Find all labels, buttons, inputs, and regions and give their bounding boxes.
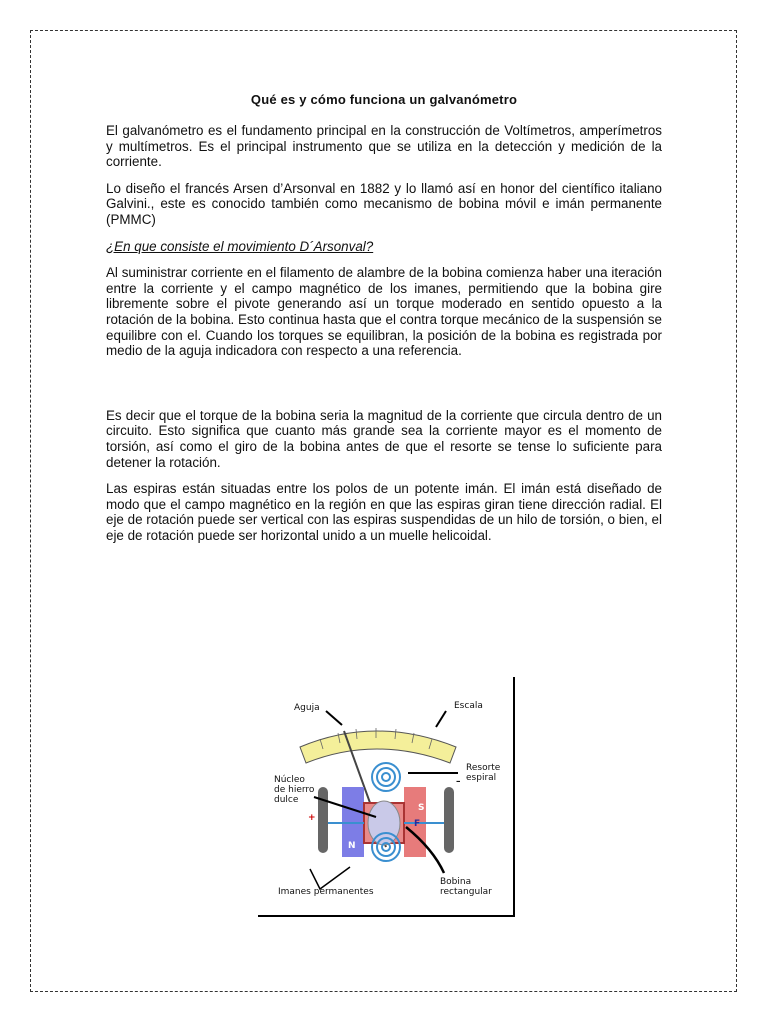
- label-imanes: Imanes permanentes: [278, 887, 374, 897]
- aguja-leader: [326, 711, 342, 725]
- page-title: Qué es y cómo funciona un galvanómetro: [250, 92, 518, 107]
- escala-leader: [436, 711, 446, 727]
- label-bobina: Bobina rectangular: [440, 877, 492, 897]
- document-body: [106, 92, 662, 554]
- paragraph-coils: Las espiras están situadas entre los polos de un potente imán. El imán está diseñado de modo que el campo magnético en la región en que las espiras giran tiene dirección radial. El eje de rotación puede ser vertical con las espiras suspendidas de un hilo de torsión, o bien, el eje de rotación puede ser horizontal unido a un muelle helicoidal.: [106, 481, 662, 543]
- spacer: [106, 370, 662, 408]
- figure-frame-right: [513, 677, 515, 917]
- paragraph-mechanism: Al suministrar corriente en el filamento de alambre de la bobina comienza haber una iteración entre la corriente y el campo magnético de los imanes, permitiendo que la bobina gire libremente sobre el pivote generando así un torque moderado en sentido opuesto a la rotación de la bobina. Esto continua hasta que el contra torque mecánico de la suspensión se equilibre con el. Cuando los torques se equilibran, la posición de la bobina es registrada por medio de la aguja indicadora con respecto a una referencia.: [106, 265, 662, 359]
- paragraph-history: Lo diseño el francés Arsen d’Arsonval en 1882 y lo llamó así en honor del científico italiano Galvini., este es conocido también como mecanismo de bobina móvil e imán permanente (PMMC): [106, 180, 662, 227]
- label-pole-f: F: [414, 819, 421, 829]
- scale-arc: [300, 731, 456, 763]
- figure-frame-bottom: [258, 915, 515, 917]
- imanes-leader: [310, 867, 350, 889]
- label-pole-s: S: [418, 803, 425, 813]
- spring-top: [372, 763, 400, 791]
- label-nucleo: Núcleo de hierro dulce: [274, 775, 315, 805]
- section-subheading: ¿En que consiste el movimiento D´Arsonval?: [106, 238, 374, 254]
- paragraph-intro: El galvanómetro es el fundamento principal en la construcción de Voltímetros, amperímetros y multímetros. Es el principal instrumento que se utiliza en la detección y medición de la corriente.: [106, 123, 662, 170]
- label-aguja: Aguja: [294, 703, 320, 713]
- left-post: [318, 787, 328, 853]
- paragraph-torque: Es decir que el torque de la bobina seria la magnitud de la corriente que circula dentro de un circuito. Esto significa que cuanto más grande sea la corriente mayor es el momento de torsión, así como el giro de la bobina antes de que el resorte se tense lo suficiente para detener la rotación.: [106, 407, 662, 470]
- label-escala: Escala: [454, 701, 483, 711]
- label-plus: +: [308, 813, 316, 823]
- label-resorte: Resorte espiral: [466, 763, 501, 783]
- right-post: [444, 787, 454, 853]
- galvanometer-figure: [258, 677, 515, 917]
- label-minus: –: [456, 777, 461, 787]
- label-pole-n: N: [348, 841, 356, 851]
